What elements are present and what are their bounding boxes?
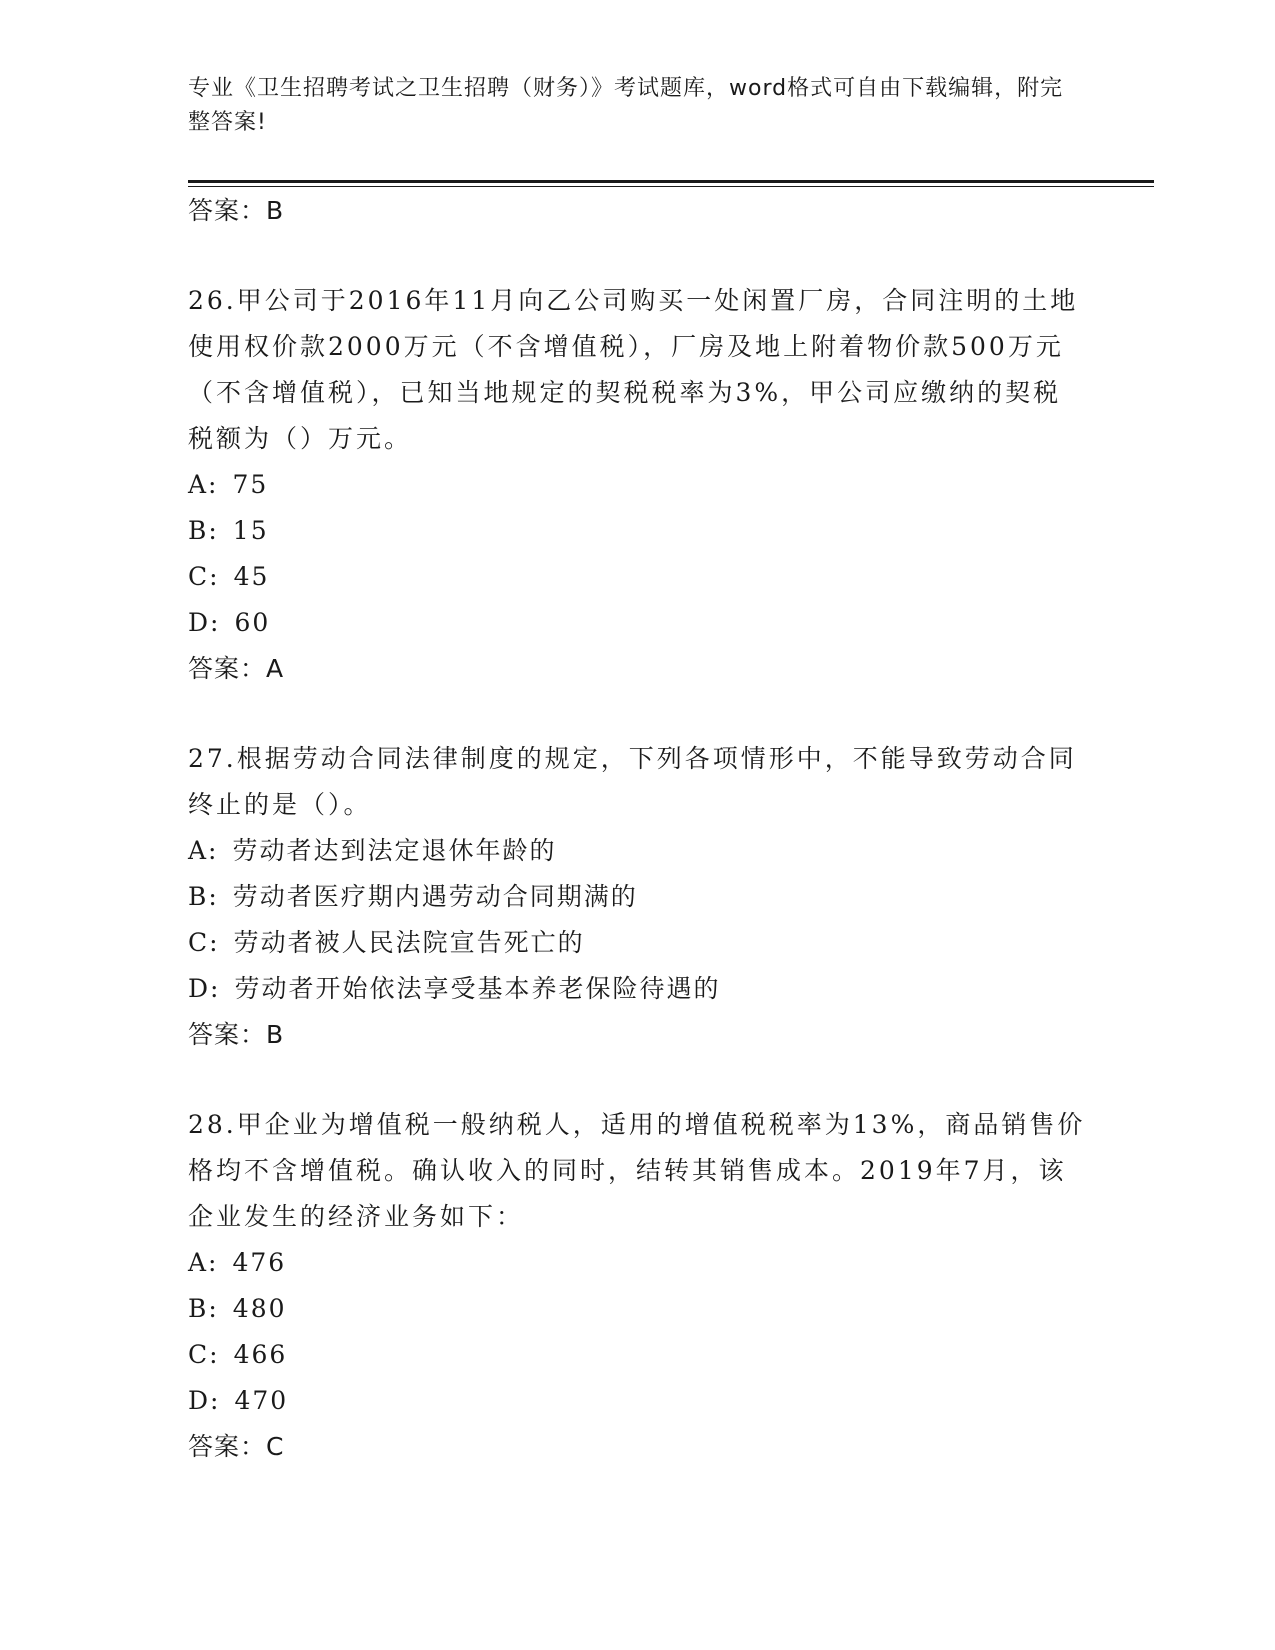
option-text: 劳动者开始依法享受基本养老保险待遇的 [234,974,721,1003]
option-c [188,554,1088,600]
option-key: C: [188,562,220,591]
answer-line: 答案：A [188,654,285,683]
header-rule-thick [188,180,1154,183]
answer-line: 答案：B [188,1020,285,1049]
option-text: 480 [232,1294,287,1323]
option-text: 60 [234,608,271,637]
question-26 [188,278,1088,692]
option-a [188,462,1088,508]
answer-line: 答案：C [188,1432,285,1461]
option-text: 15 [232,516,269,545]
option-key: B: [188,1294,219,1323]
previous-answer: 答案：B [188,196,285,225]
option-a [188,828,1088,874]
question-stem: 26.甲公司于2016年11月向乙公司购买一处闲置厂房，合同注明的土地使用权价款2000万元（不含增值税），厂房及地上附着物价款500万元（不含增值税），已知当地规定的契税税率为3%，甲公司应缴纳的契税税额为（）万元。 [188,286,1079,453]
spacer [188,234,1088,278]
option-d [188,966,1088,1012]
header-text: 专业《卫生招聘考试之卫生招聘（财务）》考试题库，word格式可自由下载编辑，附完整答案! [188,76,1064,135]
option-text: 470 [234,1386,289,1415]
question-stem: 27.根据劳动合同法律制度的规定，下列各项情形中，不能导致劳动合同终止的是（）。 [188,744,1077,819]
option-key: B: [188,516,219,545]
option-d [188,600,1088,646]
spacer [188,692,1088,736]
option-a [188,1240,1088,1286]
spacer [188,1058,1088,1102]
option-b [188,874,1088,920]
option-key: D: [188,974,221,1003]
option-key: C: [188,1340,220,1369]
header-rule-thin [188,186,1154,187]
option-text: 476 [232,1248,287,1277]
option-b [188,508,1088,554]
option-key: A: [188,1248,219,1277]
option-text: 劳动者达到法定退休年龄的 [232,836,557,865]
question-stem: 28.甲企业为增值税一般纳税人，适用的增值税税率为13%，商品销售价格均不含增值税。确认收入的同时，结转其销售成本。2019年7月，该企业发生的经济业务如下： [188,1110,1086,1231]
question-list [188,188,1088,1470]
option-text: 劳动者医疗期内遇劳动合同期满的 [232,882,638,911]
option-key: C: [188,928,220,957]
question-27 [188,736,1088,1058]
option-key: D: [188,1386,221,1415]
option-text: 劳动者被人民法院宣告死亡的 [233,928,585,957]
question-28 [188,1102,1088,1470]
option-key: A: [188,836,219,865]
option-text: 466 [233,1340,288,1369]
option-key: B: [188,882,219,911]
option-d [188,1378,1088,1424]
option-c [188,920,1088,966]
option-text: 45 [233,562,270,591]
option-b [188,1286,1088,1332]
document-header [188,72,1078,140]
option-key: D: [188,608,221,637]
option-text: 75 [232,470,269,499]
option-key: A: [188,470,219,499]
option-c [188,1332,1088,1378]
